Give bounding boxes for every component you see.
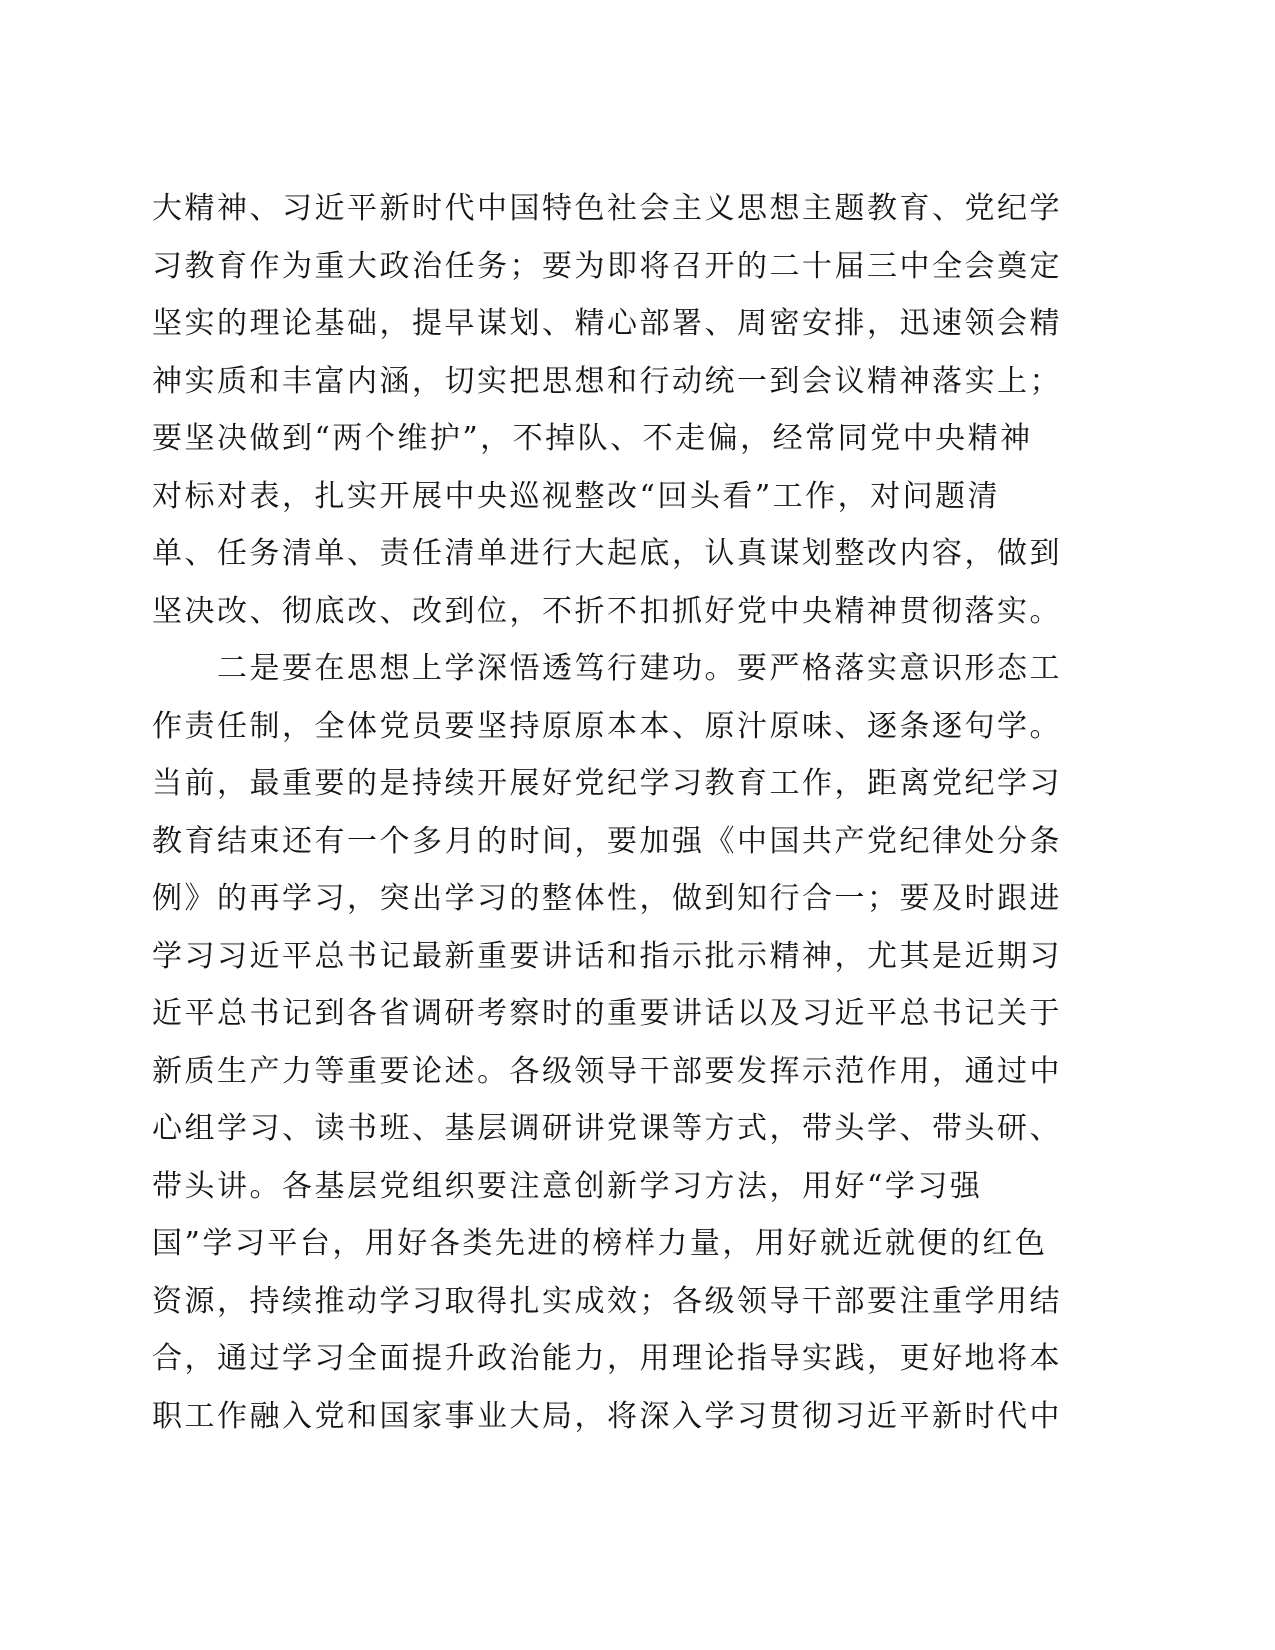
text-line: 大精神、习近平新时代中国特色社会主义思想主题教育、党纪学	[152, 191, 1062, 226]
text-line: 职工作融入党和国家事业大局，将深入学习贯彻习近平新时代中	[152, 1398, 1062, 1434]
text-line: 教育结束还有一个多月的时间，要加强《中国共产党纪律处分条	[152, 823, 1062, 859]
text-line: 资源，持续推动学习取得扎实成效；各级领导干部要注重学用结	[152, 1283, 1062, 1319]
text-line: 神实质和丰富内涵，切实把思想和行动统一到会议精神落实上；	[152, 363, 1062, 399]
text-line: 合，通过学习全面提升政治能力，用理论指导实践，更好地将本	[152, 1341, 1062, 1376]
text-line: 带头讲。各基层党组织要注意创新学习方法，用好“学习强	[152, 1168, 983, 1204]
text-line: 要坚决做到“两个维护”，不掉队、不走偏，经常同党中央精神	[152, 421, 1033, 456]
text-line: 国”学习平台，用好各类先进的榜样力量，用好就近就便的红色	[152, 1226, 1048, 1261]
text-line: 对标对表，扎实开展中央巡视整改“回头看”工作，对问题清	[152, 478, 1001, 514]
text-line: 当前，最重要的是持续开展好党纪学习教育工作，距离党纪学习	[152, 766, 1062, 801]
text-line: 例》的再学习，突出学习的整体性，做到知行合一；要及时跟进	[152, 881, 1062, 916]
text-line: 习教育作为重大政治任务；要为即将召开的二十届三中全会奠定	[152, 248, 1062, 284]
text-line: 坚决改、彻底改、改到位，不折不扣抓好党中央精神贯彻落实。	[152, 593, 1062, 629]
text-line: 作责任制，全体党员要坚持原原本本、原汁原味、逐条逐句学。	[152, 708, 1062, 744]
text-line: 坚实的理论基础，提早谋划、精心部署、周密安排，迅速领会精	[152, 306, 1062, 341]
body-text	[152, 180, 1062, 1445]
text-line: 学习习近平总书记最新重要讲话和指示批示精神，尤其是近期习	[152, 938, 1062, 974]
text-line: 近平总书记到各省调研考察时的重要讲话以及习近平总书记关于	[152, 996, 1062, 1031]
text-line: 单、任务清单、责任清单进行大起底，认真谋划整改内容，做到	[152, 536, 1062, 571]
text-line: 心组学习、读书班、基层调研讲党课等方式，带头学、带头研、	[152, 1111, 1062, 1146]
paragraph-start-line: 二是要在思想上学深悟透笃行建功。要严格落实意识形态工	[152, 651, 1062, 686]
text-line: 新质生产力等重要论述。各级领导干部要发挥示范作用，通过中	[152, 1053, 1062, 1089]
